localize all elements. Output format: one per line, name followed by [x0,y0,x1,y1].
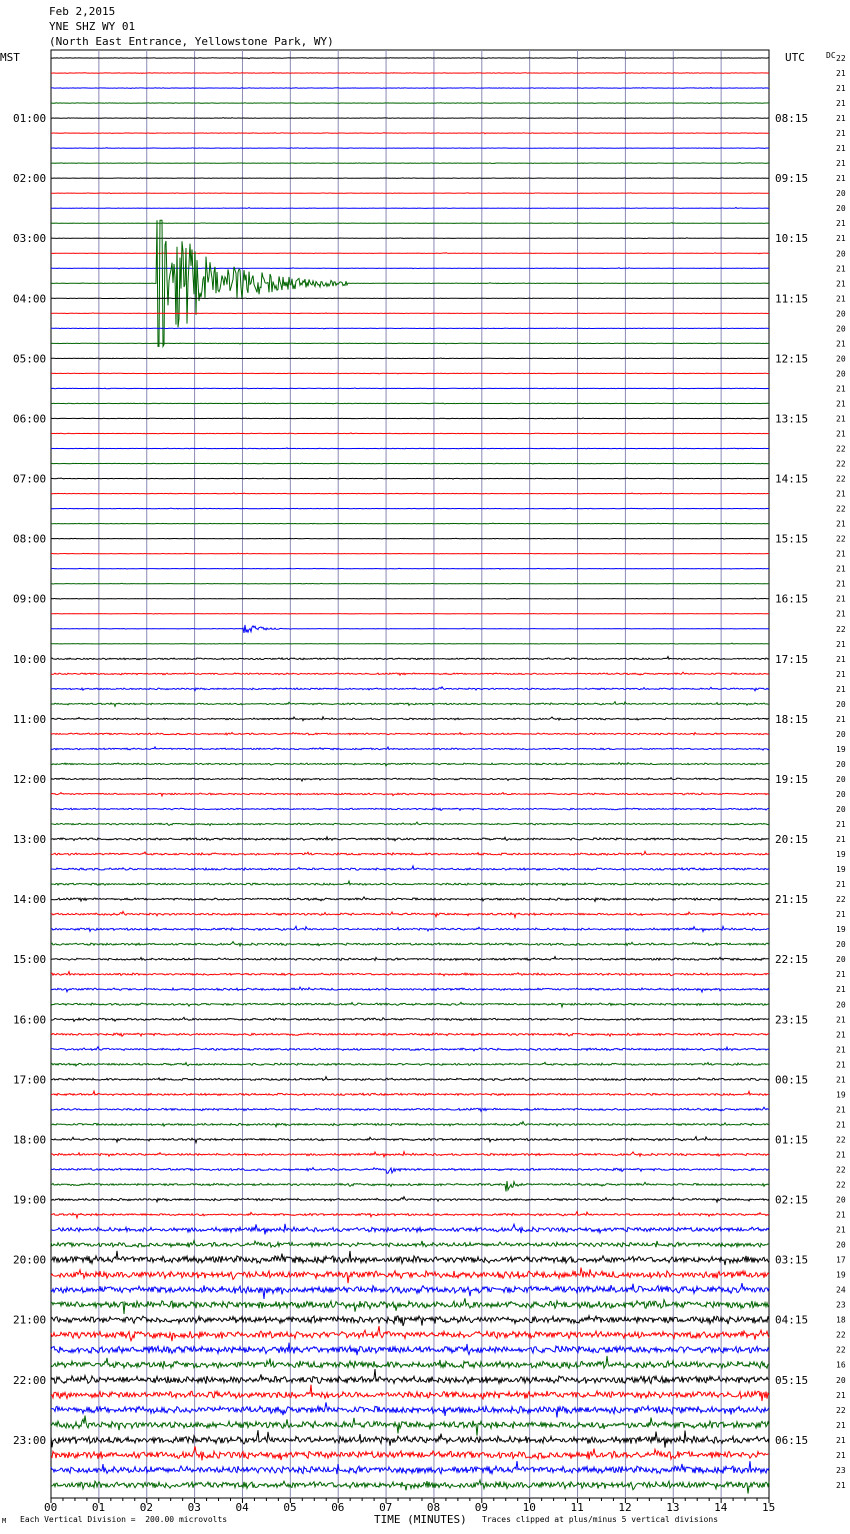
dc-offset-label: 20 [836,774,846,784]
seismic-trace [51,313,769,314]
dc-offset-label: 22 [836,504,846,514]
left-axis-title: MST [0,51,20,64]
seismic-trace [51,733,769,735]
dc-offset-label: 21 [836,1435,846,1445]
x-tick-label: 08 [426,1501,441,1514]
dc-offset-label: 20 [836,189,846,199]
hour-label-mst: 23:00 [13,1433,47,1447]
dc-offset-label: 23 [836,1465,846,1475]
seismic-trace [51,1077,769,1081]
hour-label-mst: 22:00 [13,1373,47,1387]
dc-offset-label: 23 [836,1300,846,1310]
dc-offset-label: 21 [836,294,846,304]
dc-offset-label: 20 [836,204,846,214]
hour-label-mst: 17:00 [13,1073,47,1087]
dc-offset-label: 21 [836,489,846,499]
dc-offset-label: 16 [836,1360,846,1370]
hour-label-utc: 13:15 [775,412,809,426]
seismic-trace [51,1446,769,1460]
seismic-trace [51,418,769,419]
seismic-trace [51,1033,769,1036]
dc-offset-label: 20 [836,309,846,319]
dc-offset-label: 21 [836,1075,846,1085]
seismic-trace [51,625,769,633]
dc-offset-label: 21 [836,1390,846,1400]
hour-label-mst: 05:00 [13,352,47,366]
x-axis-label: TIME (MINUTES) [374,1513,467,1526]
dc-offset-label: 22 [836,624,846,634]
seismic-trace [51,1047,769,1051]
seismic-trace [51,220,769,346]
dc-offset-label: 21 [836,985,846,995]
dc-offset-label: 19 [836,1270,846,1280]
dc-offset-label: 21 [836,1045,846,1055]
seismic-trace [51,1343,769,1356]
dc-offset-label: 21 [836,564,846,574]
seismic-trace [51,118,769,119]
dc-offset-label: 21 [836,594,846,604]
seismic-trace [51,253,769,254]
dc-offset-label: 19 [836,925,846,935]
seismic-trace [51,238,769,239]
seismic-trace [51,851,769,855]
hour-label-utc: 14:15 [775,472,809,486]
dc-offset-label: 20 [836,324,846,334]
x-tick-label: 03 [187,1501,201,1514]
seismic-trace [51,1181,769,1191]
dc-offset-label: 22 [836,1165,846,1175]
dc-offset-label: 21 [836,820,846,830]
seismic-trace [51,1416,769,1436]
seismic-trace [51,897,769,902]
dc-offset-label: 21 [836,234,846,244]
seismic-trace [51,1091,769,1095]
seismic-trace [51,1326,769,1341]
dc-offset-label: 20 [836,249,846,259]
seismic-trace [51,702,769,707]
seismic-trace [51,613,769,614]
x-tick-label: 04 [235,1501,249,1514]
dc-offset-label: 21 [836,1105,846,1115]
hour-label-mst: 11:00 [13,712,47,726]
seismic-trace [51,808,769,810]
x-tick-label: 00 [44,1501,58,1514]
header-date: Feb 2,2015 [49,5,116,18]
hour-label-mst: 16:00 [13,1013,47,1027]
seismic-trace [51,163,769,164]
dc-offset-label: 21 [836,339,846,349]
dc-offset-label: 21 [836,549,846,559]
hour-label-mst: 12:00 [13,772,47,786]
dc-offset-label: 22 [836,474,846,484]
seismic-trace [51,343,769,344]
hour-label-mst: 10:00 [13,652,47,666]
seismic-trace [51,643,769,644]
seismic-trace [51,193,769,194]
dc-offset-label: 21 [836,654,846,664]
dc-offset-label: 21 [836,669,846,679]
dc-offset-label: 21 [836,910,846,920]
seismic-trace [51,1369,769,1384]
hour-label-mst: 18:00 [13,1133,47,1147]
traces [51,58,769,1494]
corner-mark: M [2,1517,7,1525]
seismic-trace [51,1017,769,1021]
hour-label-mst: 02:00 [13,172,47,186]
seismic-trace [51,866,769,870]
seismic-trace [51,88,769,89]
dc-offset-label: 21 [836,880,846,890]
dc-offset-label: 21 [836,970,846,980]
seismic-trace [51,1356,769,1368]
seismic-trace [51,463,769,464]
x-tick-label: 02 [139,1501,153,1514]
seismic-trace [51,1107,769,1111]
dc-offset-label: 21 [836,99,846,109]
hour-label-utc: 18:15 [775,712,809,726]
plot-frame [51,50,769,1498]
dc-offset-label: 21 [836,69,846,79]
hour-label-utc: 01:15 [775,1133,809,1147]
seismic-trace [51,1283,769,1299]
scale-note: Each Vertical Division = 200.00 microvolts [20,1515,228,1524]
seismic-trace [51,223,769,224]
seismic-trace [51,1197,769,1202]
x-tick-label: 15 [762,1501,776,1514]
dc-offset-label: 21 [836,114,846,124]
dc-offset-label: 22 [836,895,846,905]
dc-offset-label: 19 [836,850,846,860]
hour-label-mst: 15:00 [13,953,47,967]
dc-offset-label: 20 [836,369,846,379]
hour-label-utc: 11:15 [775,292,809,306]
dc-offset-label: 19 [836,1090,846,1100]
grid [51,50,769,1498]
dc-offset-label: 21 [836,84,846,94]
dc-offset-label: 20 [836,354,846,364]
seismic-trace [51,1168,769,1174]
dc-offset-label: 22 [836,1345,846,1355]
seismic-trace [51,1002,769,1007]
hour-label-mst: 13:00 [13,833,47,847]
seismic-trace [51,523,769,524]
seismic-trace [51,747,769,750]
seismic-trace [51,1461,769,1474]
hour-label-mst: 21:00 [13,1313,47,1327]
seismic-trace [51,987,769,992]
seismic-trace [51,1122,769,1127]
seismic-trace [51,478,769,479]
dc-offset-label: 20 [836,1240,846,1250]
seismic-trace [51,583,769,584]
seismic-trace [51,1402,769,1417]
seismic-trace [51,687,769,691]
x-tick-label: 01 [91,1501,106,1514]
hour-label-utc: 04:15 [775,1313,809,1327]
dc-offset-label: 21 [836,144,846,154]
dc-offset-label: 20 [836,1000,846,1010]
dc-offset-label: 21 [836,519,846,529]
seismic-trace [51,822,769,825]
seismic-trace [51,1385,769,1401]
seismic-trace [51,268,769,269]
seismic-trace [51,433,769,434]
dc-offset-label: 17 [836,1255,846,1265]
seismic-trace [51,328,769,329]
x-tick-label: 07 [379,1501,393,1514]
x-tick-label: 11 [570,1501,584,1514]
x-tick-label: 10 [522,1501,536,1514]
seismic-trace [51,148,769,149]
hour-label-utc: 12:15 [775,352,809,366]
seismic-trace [51,911,769,917]
seismic-trace [51,553,769,554]
dc-offset-label: 21 [836,1150,846,1160]
dc-offset-label: 21 [836,219,846,229]
hour-label-utc: 20:15 [775,833,809,847]
seismic-trace [51,837,769,841]
seismic-trace [51,358,769,359]
dc-offset-label: 20 [836,955,846,965]
seismic-trace [51,388,769,389]
dc-offset-label: 21 [836,639,846,649]
dc-offset-label: 21 [836,1015,846,1025]
hour-label-mst: 07:00 [13,472,47,486]
seismic-trace [51,103,769,104]
hour-label-utc: 02:15 [775,1193,809,1207]
hour-label-utc: 05:15 [775,1373,809,1387]
dc-offset-label: 21 [836,609,846,619]
seismic-trace [51,1316,769,1326]
hour-label-mst: 14:00 [13,893,47,907]
seismic-trace [51,1137,769,1143]
seismic-trace [51,208,769,209]
dc-offset-label: 20 [836,759,846,769]
seismic-trace [51,1224,769,1235]
dc-offset-label: 21 [836,1420,846,1430]
x-tick-label: 09 [474,1501,489,1514]
hour-label-mst: 04:00 [13,292,47,306]
dc-offset-label: 21 [836,174,846,184]
x-tick-label: 12 [618,1501,632,1514]
seismic-trace [51,762,769,766]
hour-label-utc: 09:15 [775,172,809,186]
hour-label-mst: 03:00 [13,232,47,246]
seismic-trace [51,657,769,660]
seismic-trace [51,672,769,675]
seismic-trace [51,598,769,599]
dc-offset-label: 22 [836,444,846,454]
hour-label-mst: 20:00 [13,1253,47,1267]
seismic-trace [51,1268,769,1284]
hour-label-mst: 19:00 [13,1193,47,1207]
hour-label-utc: 21:15 [775,893,809,907]
seismic-trace [51,972,769,976]
seismic-trace [51,403,769,404]
hour-label-mst: 06:00 [13,412,47,426]
right-axis-title: UTC [785,51,805,64]
dc-title: DC [826,51,836,60]
dc-offset-label: 22 [836,1135,846,1145]
hour-label-utc: 19:15 [775,772,809,786]
x-tick-label: 13 [666,1501,680,1514]
hour-label-utc: 08:15 [775,112,809,126]
dc-offset-label: 21 [836,399,846,409]
dc-offset-label: 21 [836,1450,846,1460]
dc-offset-label: 21 [836,129,846,139]
dc-offset-label: 22 [836,1180,846,1190]
seismic-trace [51,1251,769,1265]
dc-offset-label: 21 [836,1030,846,1040]
dc-offset-label: 21 [836,1120,846,1130]
header-location: (North East Entrance, Yellowstone Park, WY) [49,35,334,48]
seismic-trace [51,1480,769,1493]
clip-note: Traces clipped at plus/minus 5 vertical divisions [482,1515,719,1524]
hour-label-utc: 06:15 [775,1433,809,1447]
dc-offset-label: 22 [836,1330,846,1340]
seismic-trace [51,793,769,797]
seismic-trace [51,778,769,781]
dc-offset-label: 20 [836,805,846,814]
seismic-trace [51,178,769,179]
x-tick-label: 06 [331,1501,345,1514]
seismic-trace [51,73,769,74]
seismic-trace [51,1298,769,1314]
hour-label-utc: 03:15 [775,1253,809,1267]
dc-offset-label: 21 [836,279,846,289]
hour-label-mst: 09:00 [13,592,47,606]
dc-offset-label: 20 [836,940,846,950]
seismic-trace [51,942,769,946]
dc-offset-label: 21 [836,835,846,845]
dc-offset-label: 22 [836,459,846,469]
seismic-trace [51,493,769,494]
hour-label-utc: 10:15 [775,232,809,246]
hour-label-utc: 23:15 [775,1013,809,1027]
dc-offset-label: 20 [836,699,846,709]
dc-offset-label: 19 [836,865,846,875]
seismic-trace [51,1212,769,1218]
dc-offset-label: 21 [836,264,846,274]
seismic-trace [51,448,769,449]
seismic-trace [51,1241,769,1248]
seismic-trace [51,717,769,721]
seismic-trace [51,538,769,539]
seismic-trace [51,133,769,134]
dc-offset-label: 21 [836,1210,846,1220]
header-station: YNE SHZ WY 01 [49,20,136,33]
seismic-trace [51,298,769,299]
dc-offset-label: 21 [836,414,846,424]
hour-label-utc: 00:15 [775,1073,809,1087]
seismic-trace [51,58,769,59]
dc-offset-label: 21 [836,159,846,169]
seismic-trace [51,568,769,569]
hour-label-mst: 01:00 [13,112,47,126]
dc-offset-label: 21 [836,1060,846,1070]
dc-offset-label: 19 [836,744,846,754]
dc-offset-label: 22 [836,54,846,63]
dc-offset-label: 22 [836,534,846,544]
seismic-trace [51,1152,769,1157]
seismic-trace [51,1430,769,1447]
dc-offset-label: 20 [836,789,846,799]
dc-offset-label: 21 [836,1225,846,1235]
hour-label-utc: 15:15 [775,532,809,546]
dc-offset-label: 24 [836,1285,846,1295]
seismic-trace [51,1062,769,1066]
x-tick-label: 05 [283,1501,297,1514]
hour-label-mst: 08:00 [13,532,47,546]
dc-offset-label: 21 [836,384,846,394]
dc-offset-label: 21 [836,579,846,589]
dc-offset-label: 21 [836,684,846,694]
dc-offset-label: 20 [836,1195,846,1205]
seismic-trace [51,926,769,931]
dc-offset-label: 20 [836,1375,846,1385]
hour-label-utc: 16:15 [775,592,809,606]
dc-offset-label: 22 [836,1405,846,1415]
dc-offset-label: 20 [836,729,846,739]
seismic-trace [51,957,769,961]
dc-offset-label: 21 [836,1480,846,1490]
dc-offset-label: 21 [836,714,846,724]
seismic-trace [51,508,769,509]
hour-label-utc: 17:15 [775,652,809,666]
hour-label-utc: 22:15 [775,953,809,967]
dc-offset-label: 18 [836,1315,846,1325]
x-tick-label: 14 [714,1501,728,1514]
seismic-trace [51,373,769,374]
seismic-trace [51,881,769,885]
dc-offset-label: 21 [836,429,846,439]
